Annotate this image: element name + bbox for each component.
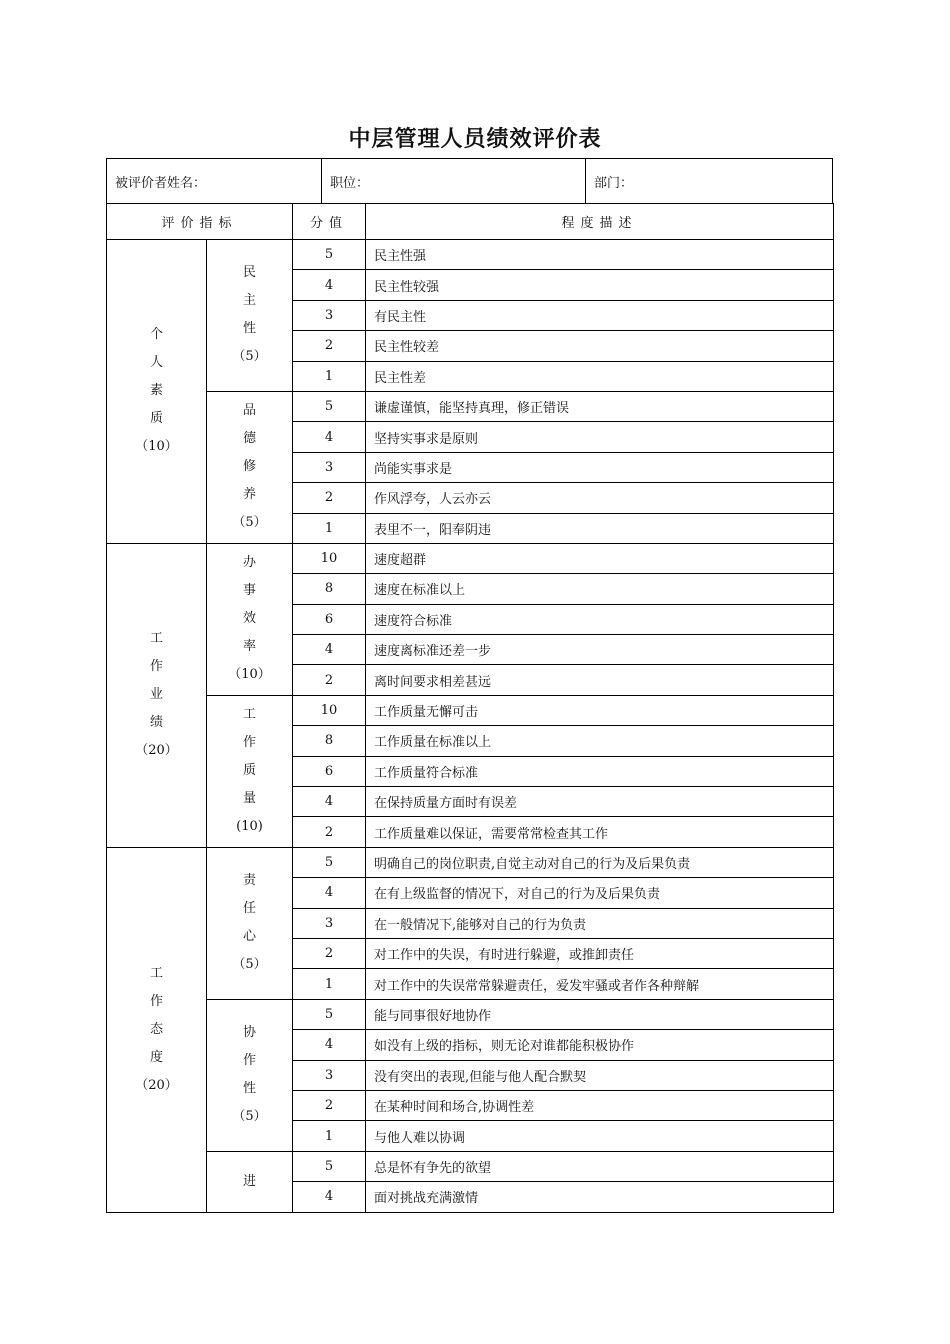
category-char: 质 <box>149 411 163 427</box>
table-row <box>107 695 834 725</box>
subcategory-char: 量 <box>243 791 257 807</box>
score-cell: 1 <box>293 969 366 999</box>
subcategory-char: 作 <box>243 735 257 751</box>
subcategory-char: 民 <box>243 265 257 281</box>
description-cell: 与他人难以协调 <box>366 1121 834 1151</box>
description-cell: 工作质量在标准以上 <box>366 726 834 756</box>
subcategory-char: 责 <box>243 873 257 889</box>
subcategory-char: 进 <box>243 1173 257 1189</box>
description-cell: 速度在标准以上 <box>366 574 834 604</box>
category-cell <box>107 240 207 544</box>
subcategory-cell <box>207 391 293 543</box>
category-char: 绩 <box>149 715 163 731</box>
score-cell: 3 <box>293 452 366 482</box>
description-cell: 作风浮夸，人云亦云 <box>366 483 834 513</box>
score-cell: 3 <box>293 1060 366 1090</box>
description-cell: 面对挑战充满激情 <box>366 1182 834 1212</box>
description-cell: 在某种时间和场合,协调性差 <box>366 1090 834 1120</box>
description-cell: 对工作中的失误常常躲避责任，爱发牢骚或者作各种辩解 <box>366 969 834 999</box>
score-cell: 8 <box>293 726 366 756</box>
score-cell: 4 <box>293 635 366 665</box>
score-cell: 10 <box>293 695 366 725</box>
header-score: 分值 <box>293 204 366 240</box>
description-cell: 在保持质量方面时有误差 <box>366 787 834 817</box>
description-cell: 在有上级监督的情况下，对自己的行为及后果负责 <box>366 878 834 908</box>
subcategory-char: 养 <box>243 487 257 503</box>
subcategory-char: 协 <box>243 1025 257 1041</box>
category-char: 个 <box>149 327 163 343</box>
subcategory-char: （5） <box>232 515 267 531</box>
score-cell: 1 <box>293 361 366 391</box>
subcategory-char: 性 <box>243 1081 257 1097</box>
evaluee-name-field[interactable]: 被评价者姓名： <box>107 159 322 203</box>
subcategory-cell <box>207 240 293 392</box>
description-cell: 表里不一，阳奉阴违 <box>366 513 834 543</box>
subcategory-char: （10） <box>228 667 271 683</box>
table-row <box>107 391 834 421</box>
subcategory-char: （5） <box>232 349 267 365</box>
category-char: 作 <box>149 993 163 1009</box>
department-field[interactable]: 部门： <box>594 175 634 191</box>
score-cell: 3 <box>293 300 366 330</box>
subcategory-char: (10) <box>236 819 263 835</box>
subcategory-char: 德 <box>243 431 257 447</box>
description-cell: 速度离标准还差一步 <box>366 635 834 665</box>
category-char: 工 <box>149 631 163 647</box>
score-cell: 5 <box>293 847 366 877</box>
subcategory-cell <box>207 695 293 847</box>
header-row <box>107 204 834 240</box>
description-cell: 能与同事很好地协作 <box>366 999 834 1029</box>
header-indicator: 评价指标 <box>107 204 293 240</box>
description-cell: 速度符合标准 <box>366 604 834 634</box>
score-cell: 5 <box>293 240 366 270</box>
score-cell: 4 <box>293 787 366 817</box>
score-cell: 2 <box>293 1090 366 1120</box>
subcategory-char: 工 <box>243 707 257 723</box>
category-char: 作 <box>149 659 163 675</box>
score-cell: 4 <box>293 878 366 908</box>
description-cell: 工作质量符合标准 <box>366 756 834 786</box>
header-description: 程度描述 <box>366 204 834 240</box>
evaluation-table <box>106 203 834 1213</box>
table-row <box>107 999 834 1029</box>
category-char: （10） <box>135 439 178 455</box>
category-cell <box>107 847 207 1212</box>
category-char: 业 <box>149 687 163 703</box>
subcategory-char: 作 <box>243 1053 257 1069</box>
subcategory-char: 事 <box>243 583 257 599</box>
category-char: 态 <box>149 1021 163 1037</box>
description-cell: 离时间要求相差甚远 <box>366 665 834 695</box>
description-cell: 对工作中的失误，有时进行躲避，或推卸责任 <box>366 938 834 968</box>
description-cell: 在一般情况下,能够对自己的行为负责 <box>366 908 834 938</box>
subcategory-cell <box>207 543 293 695</box>
description-cell: 民主性强 <box>366 240 834 270</box>
score-cell: 3 <box>293 908 366 938</box>
score-cell: 2 <box>293 331 366 361</box>
subcategory-char: 品 <box>243 403 257 419</box>
subcategory-char: （5） <box>232 957 267 973</box>
score-cell: 2 <box>293 938 366 968</box>
subcategory-char: （5） <box>232 1109 267 1125</box>
score-cell: 4 <box>293 1182 366 1212</box>
description-cell: 尚能实事求是 <box>366 452 834 482</box>
table-row <box>107 1151 834 1181</box>
description-cell: 民主性差 <box>366 361 834 391</box>
subcategory-char: 任 <box>243 901 257 917</box>
description-cell: 没有突出的表现,但能与他人配合默契 <box>366 1060 834 1090</box>
subcategory-char: 心 <box>243 929 257 945</box>
subcategory-char: 率 <box>243 639 257 655</box>
subcategory-cell <box>207 847 293 999</box>
description-cell: 明确自己的岗位职责,自觉主动对自己的行为及后果负责 <box>366 847 834 877</box>
subcategory-char: 性 <box>243 321 257 337</box>
score-cell: 2 <box>293 483 366 513</box>
subcategory-char: 质 <box>243 763 257 779</box>
subcategory-char: 办 <box>243 555 257 571</box>
description-cell: 民主性较差 <box>366 331 834 361</box>
evaluee-info-row <box>106 158 833 204</box>
score-cell: 5 <box>293 391 366 421</box>
category-char: （20） <box>135 1077 178 1093</box>
subcategory-char: 效 <box>243 611 257 627</box>
description-cell: 工作质量难以保证，需要常常检查其工作 <box>366 817 834 847</box>
score-cell: 5 <box>293 999 366 1029</box>
category-char: 素 <box>149 383 163 399</box>
category-char: 工 <box>149 965 163 981</box>
score-cell: 2 <box>293 665 366 695</box>
subcategory-cell <box>207 1151 293 1212</box>
score-cell: 1 <box>293 513 366 543</box>
category-cell <box>107 543 207 847</box>
score-cell: 1 <box>293 1121 366 1151</box>
description-cell: 民主性较强 <box>366 270 834 300</box>
description-cell: 总是怀有争先的欲望 <box>366 1151 834 1181</box>
score-cell: 6 <box>293 604 366 634</box>
score-cell: 2 <box>293 817 366 847</box>
category-char: 度 <box>149 1049 163 1065</box>
table-row <box>107 543 834 573</box>
subcategory-cell <box>207 999 293 1151</box>
description-cell: 工作质量无懈可击 <box>366 695 834 725</box>
description-cell: 谦虚谨慎，能坚持真理，修正错误 <box>366 391 834 421</box>
category-char: （20） <box>135 743 178 759</box>
subcategory-char: 修 <box>243 459 257 475</box>
score-cell: 5 <box>293 1151 366 1181</box>
position-field[interactable]: 职位： <box>322 159 586 203</box>
category-char: 人 <box>149 355 163 371</box>
page-title: 中层管理人员绩效评价表 <box>348 127 602 152</box>
subcategory-char: 主 <box>243 293 257 309</box>
table-row <box>107 847 834 877</box>
description-cell: 速度超群 <box>366 543 834 573</box>
score-cell: 4 <box>293 1030 366 1060</box>
score-cell: 8 <box>293 574 366 604</box>
score-cell: 10 <box>293 543 366 573</box>
description-cell: 有民主性 <box>366 300 834 330</box>
description-cell: 坚持实事求是原则 <box>366 422 834 452</box>
table-row <box>107 240 834 270</box>
score-cell: 4 <box>293 422 366 452</box>
score-cell: 6 <box>293 756 366 786</box>
score-cell: 4 <box>293 270 366 300</box>
description-cell: 如没有上级的指标，则无论对谁都能积极协作 <box>366 1030 834 1060</box>
